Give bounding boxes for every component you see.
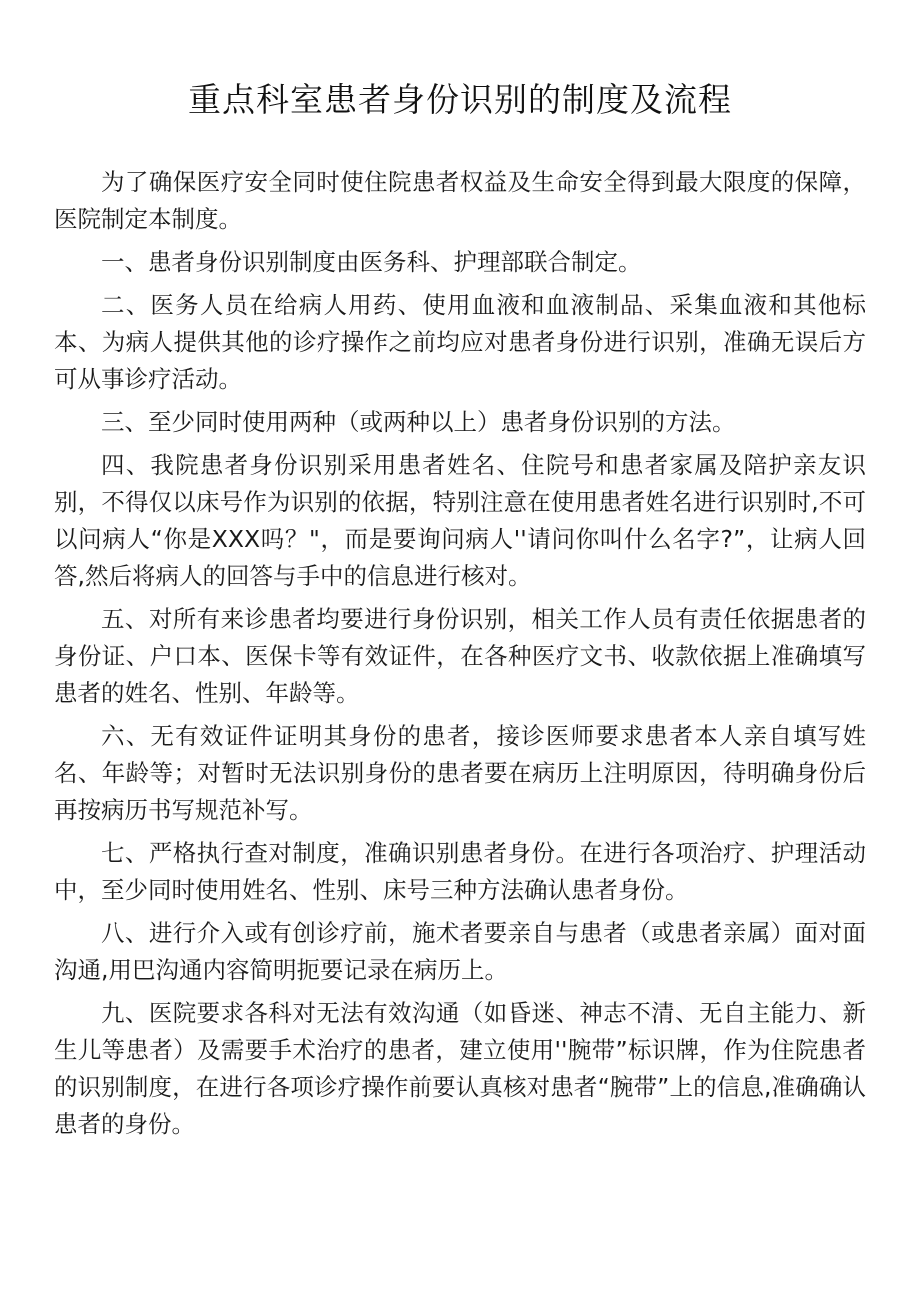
paragraph-intro: 为了确保医疗安全同时使住院患者权益及生命安全得到最大限度的保障，医院制定本制度。	[54, 168, 866, 233]
paragraph-item-9: 九、医院要求各科对无法有效沟通（如昏迷、神志不清、无自主能力、新生儿等患者）及需要手术治疗的患者，建立使用''腕带”标识牌，作为住院患者的识别制度，在进行各项诊疗操作前要认真核对患者“腕带”上的信息,准确确认患者的身份。	[54, 999, 866, 1138]
document-body	[54, 164, 866, 1143]
paragraph-item-3: 三、至少同时使用两种（或两种以上）患者身份识别的方法。	[101, 408, 736, 436]
paragraph-item-6: 六、无有效证件证明其身份的患者，接诊医师要求患者本人亲自填写姓名、年龄等；对暂时无法识别身份的患者要在病历上注明原因，待明确身份后再按病历书写规范补写。	[54, 722, 866, 824]
paragraph-item-7: 七、严格执行查对制度，准确识别患者身份。在进行各项治疗、护理活动中，至少同时使用姓名、性别、床号三种方法确认患者身份。	[54, 839, 866, 904]
paragraph-item-1: 一、患者身份识别制度由医务科、护理部联合制定。	[101, 248, 642, 276]
paragraph-item-5: 五、对所有来诊患者均要进行身份识别，相关工作人员有责任依据患者的身份证、户口本、医保卡等有效证件，在各种医疗文书、收款依据上准确填写患者的姓名、性别、年龄等。	[54, 605, 866, 707]
paragraph-item-2: 二、医务人员在给病人用药、使用血液和血液制品、采集血液和其他标本、为病人提供其他的诊疗操作之前均应对患者身份进行识别，准确无误后方可从事诊疗活动。	[54, 291, 866, 393]
document-title: 重点科室患者身份识别的制度及流程	[188, 80, 732, 119]
paragraph-item-8: 八、进行介入或有创诊疗前，施术者要亲自与患者（或患者亲属）面对面沟通,用巴沟通内容简明扼要记录在病历上。	[54, 919, 866, 984]
paragraph-item-4: 四、我院患者身份识别采用患者姓名、住院号和患者家属及陪护亲友识别，不得仅以床号作为识别的依据，特别注意在使用患者姓名进行识别时,不可以问病人“你是XXX吗？"，而是要询问病人''请问你叫什么名字?”，让病人回答,然后将病人的回答与手中的信息进行核对。	[54, 451, 866, 590]
